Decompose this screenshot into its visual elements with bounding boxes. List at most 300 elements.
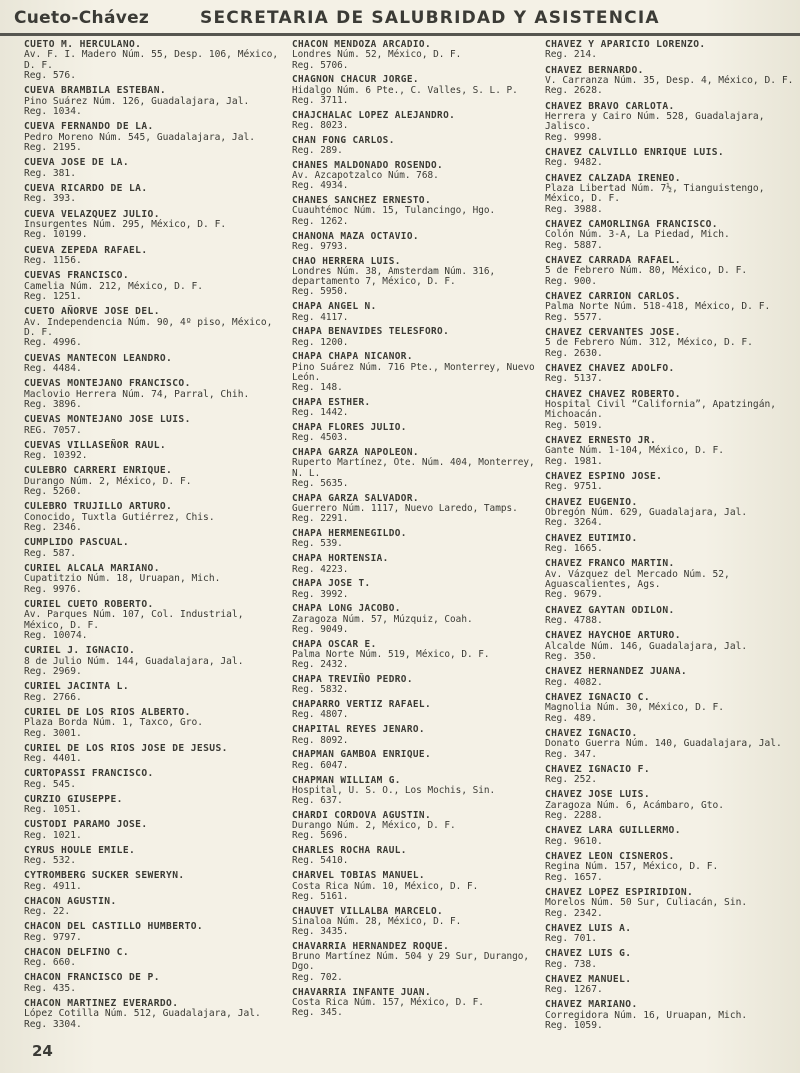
directory-entry (24, 973, 286, 994)
entry-registration: Reg. 22. (24, 906, 71, 918)
directory-entry (545, 888, 795, 919)
directory-entry (24, 795, 286, 816)
directory-entry (24, 379, 286, 410)
entry-name: CHAVEZ CERVANTES JOSE. (545, 327, 681, 338)
entry-name: CHAVEZ Y APARICIO LORENZO. (545, 39, 706, 50)
directory-entry (292, 423, 537, 444)
entry-registration: Reg. 2291. (292, 513, 349, 525)
entry-address: Zaragoza Núm. 57, Múzquiz, Coah. (292, 613, 473, 625)
entry-name: CHAVEZ CHAVEZ ADOLFO. (545, 363, 675, 374)
entry-address: Guerrero Núm. 1117, Nuevo Laredo, Tamps. (292, 503, 518, 515)
directory-entry (292, 196, 537, 227)
entry-name: CHAVEZ GAYTAN ODILON. (545, 604, 675, 616)
entry-registration: Reg. 587. (24, 547, 76, 559)
entry-name: CHAGNON CHACUR JORGE. (292, 74, 419, 86)
directory-entry (292, 988, 537, 1019)
directory-entry (545, 826, 795, 847)
entry-name: CHAVEZ LOPEZ ESPIRIDION. (545, 886, 694, 898)
entry-name: CHAPITAL REYES JENARO. (292, 724, 425, 736)
entry-name: CHACON DELFINO C. (24, 946, 129, 958)
entry-name: CUEVAS FRANCISCO. (24, 270, 129, 282)
entry-registration: Reg. 350. (545, 651, 597, 662)
entry-registration: Reg. 3896. (24, 399, 82, 410)
entry-address: Conocido, Tuxtla Gutiérrez, Chis. (24, 511, 215, 523)
directory-entry (292, 776, 537, 807)
entry-address: Plaza Borda Núm. 1, Taxco, Gro. (24, 717, 204, 729)
directory-entry (24, 600, 286, 642)
entry-registration: Reg. 347. (545, 748, 597, 760)
entry-registration: Reg. 2346. (24, 522, 82, 534)
entry-address: 5 de Febrero Núm. 312, México, D. F. (545, 337, 753, 349)
directory-entry (292, 529, 537, 550)
entry-registration: Reg. 1021. (24, 829, 82, 841)
entry-registration: Reg. 2432. (292, 659, 349, 671)
directory-entry (292, 640, 537, 671)
entry-name: CHAVEZ CARRADA RAFAEL. (545, 255, 681, 266)
entry-name: CUEVA VELAZQUEZ JULIO. (24, 208, 160, 220)
directory-entry (545, 606, 795, 627)
directory-entry (24, 40, 286, 82)
entry-address: Palma Norte Núm. 519, México, D. F. (292, 649, 490, 661)
directory-entry (545, 148, 795, 169)
entry-name: CURIEL CUETO ROBERTO. (24, 598, 154, 610)
directory-entry (545, 390, 795, 432)
entry-name: CUEVAS MONTEJANO JOSE LUIS. (24, 414, 191, 426)
entry-registration: Reg. 8092. (292, 734, 349, 746)
entry-registration: Reg. 4934. (292, 180, 349, 192)
entry-name: CURTOPASSI FRANCISCO. (24, 768, 154, 780)
directory-entry (24, 744, 286, 765)
entry-address: Hospital Civil “California”, Apatzingán, Michoacán. (545, 399, 777, 421)
entry-address: Cupatitzio Núm. 18, Uruapan, Mich. (24, 573, 221, 585)
entry-name: CHAPA FLORES JULIO. (292, 422, 407, 434)
entry-registration: Reg. 738. (545, 958, 597, 970)
entry-name: CUEVA FERNANDO DE LA. (24, 121, 154, 133)
directory-entry (545, 174, 795, 216)
entry-registration: Reg. 539. (292, 538, 343, 550)
entry-registration: Reg. 3304. (24, 1018, 82, 1030)
entry-registration: Reg. 2288. (545, 810, 603, 822)
entry-name: CHACON AGUSTIN. (24, 895, 117, 907)
entry-name: CHAPA GARZA SALVADOR. (292, 492, 419, 504)
entry-name: CHAPA BENAVIDES TELESFORO. (292, 326, 450, 338)
entry-name: CULEBRO TRUJILLO ARTURO. (24, 501, 173, 513)
entry-registration: Reg. 4082. (545, 676, 603, 688)
entry-address: Av. Parques Núm. 107, Col. Industrial, México, D. F. (24, 609, 244, 631)
entry-name: CHAPMAN GAMBOA ENRIQUE. (292, 749, 432, 761)
entry-address: Pino Suárez Núm. 126, Guadalajara, Jal. (24, 95, 250, 107)
entry-address: Cuauhtémoc Núm. 15, Tulancingo, Hgo. (292, 205, 496, 217)
entry-registration: Reg. 3264. (545, 517, 603, 529)
directory-entry (292, 75, 537, 106)
directory-entry (24, 820, 286, 841)
entry-registration: Reg. 1442. (292, 407, 349, 419)
entry-name: CHAJCHALAC LOPEZ ALEJANDRO. (292, 109, 456, 121)
entry-registration: Reg. 6047. (292, 759, 349, 771)
entry-name: CHAVEZ BRAVO CARLOTA. (545, 100, 675, 112)
directory-entry (545, 765, 795, 786)
entry-address: Pino Suárez Núm. 716 Pte., Monterrey, Nuevo León. (292, 361, 535, 383)
entry-name: CHAVEZ FRANCO MARTIN. (545, 558, 675, 570)
directory-entry (545, 852, 795, 883)
entry-registration: Reg. 3001. (24, 727, 82, 739)
entry-name: CHAVEZ CAMORLINGA FRANCISCO. (545, 219, 718, 230)
directory-entry (292, 161, 537, 192)
entry-name: CHACON MARTINEZ EVERARDO. (24, 997, 179, 1009)
entry-registration: Reg. 9679. (545, 589, 603, 601)
directory-entry (545, 256, 795, 287)
entry-registration: Reg. 701. (545, 933, 597, 945)
entry-registration: Reg. 1981. (545, 455, 603, 467)
entry-name: CHAVEZ IGNACIO. (545, 727, 638, 739)
directory-entry (24, 538, 286, 559)
directory-column-3 (545, 40, 795, 1036)
directory-entry (24, 871, 286, 892)
entry-registration: Reg. 532. (24, 855, 76, 867)
directory-entry (292, 942, 537, 983)
directory-entry (292, 398, 537, 419)
directory-entry (545, 220, 795, 251)
entry-name: CHAVEZ EUGENIO. (545, 496, 638, 508)
entry-address: Av. Vázquez del Mercado Núm. 52, Aguascalientes, Ags. (545, 568, 730, 590)
entry-registration: Reg. 5832. (292, 684, 349, 696)
directory-entry (24, 441, 286, 462)
entry-registration: Reg. 489. (545, 712, 597, 724)
entry-address: Regina Núm. 157, México, D. F. (545, 861, 719, 873)
page-header (0, 6, 800, 32)
entry-name: CHAVEZ CALVILLO ENRIQUE LUIS. (545, 147, 725, 158)
directory-entry (545, 924, 795, 945)
entry-registration: Reg. 1665. (545, 543, 603, 554)
entry-registration: Reg. 5950. (292, 286, 349, 298)
directory-entry (24, 246, 286, 267)
directory-entry (24, 122, 286, 153)
entry-address: Hospital, U. S. O., Los Mochis, Sin. (292, 784, 496, 796)
entry-registration: Reg. 381. (24, 167, 76, 179)
entry-registration: Reg. 5706. (292, 59, 349, 71)
entry-registration: Reg. 4788. (545, 615, 603, 626)
entry-name: CHACON MENDOZA ARCADIO. (292, 39, 432, 50)
directory-entry (545, 729, 795, 760)
directory-entry (292, 448, 537, 489)
running-head-range: Cueto-Chávez (14, 8, 150, 28)
entry-address: Bruno Martínez Núm. 504 y 29 Sur, Durango, Dgo. (292, 951, 530, 973)
directory-entry (545, 693, 795, 724)
entry-registration: Reg. 1267. (545, 984, 603, 996)
entry-registration: Reg. 5887. (545, 239, 603, 251)
entry-registration: Reg. 9751. (545, 481, 603, 493)
entry-registration: Reg. 9610. (545, 835, 603, 847)
entry-name: CURIEL JACINTA L. (24, 681, 129, 693)
entry-registration: Reg. 4223. (292, 563, 349, 575)
entry-name: CHARDI CORDOVA AGUSTIN. (292, 809, 432, 821)
entry-name: CURZIO GIUSEPPE. (24, 793, 123, 805)
entry-registration: Reg. 345. (292, 1007, 343, 1019)
entry-name: CHAVEZ EUTIMIO. (545, 532, 638, 544)
entry-address: Londres Núm. 38, Amsterdam Núm. 316, departamento 7, México, D. F. (292, 265, 496, 288)
entry-name: CHAPA CHAPA NICANOR. (292, 351, 413, 363)
entry-name: CUSTODI PARAMO JOSE. (24, 819, 148, 831)
entry-address: Plaza Libertad Núm. 7½, Tianguistengo, México, D. F. (545, 183, 765, 205)
directory-entry (292, 111, 537, 132)
directory-entry (24, 846, 286, 867)
directory-entry (24, 466, 286, 497)
entry-registration: Reg. 252. (545, 774, 597, 786)
entry-registration: Reg. 4401. (24, 753, 82, 765)
entry-registration: Reg. 5410. (292, 855, 349, 867)
entry-registration: REG. 7057. (24, 424, 82, 436)
entry-registration: Reg. 9482. (545, 157, 603, 169)
entry-name: CHAO HERRERA LUIS. (292, 255, 401, 267)
entry-name: CHAVEZ MARIANO. (545, 999, 638, 1011)
entry-address: 8 de Julio Núm. 144, Guadalajara, Jal. (24, 655, 244, 667)
directory-entry (545, 66, 795, 97)
directory-column-2 (292, 40, 537, 1023)
entry-registration: Reg. 1657. (545, 871, 603, 883)
entry-name: CHAVEZ JOSE LUIS. (545, 789, 650, 801)
directory-entry (545, 364, 795, 385)
entry-registration: Reg. 2342. (545, 907, 603, 919)
entry-address: Av. Independencia Núm. 90, 4º piso, México, D. F. (24, 316, 273, 338)
entry-registration: Reg. 1262. (292, 215, 349, 227)
entry-registration: Reg. 5161. (292, 890, 349, 902)
directory-entry (545, 559, 795, 601)
entry-registration: Reg. 10074. (24, 630, 88, 642)
entry-registration: Reg. 1156. (24, 255, 82, 266)
entry-name: CHAVEZ MANUEL. (545, 973, 632, 985)
entry-registration: Reg. 289. (292, 145, 343, 157)
directory-entry (545, 631, 795, 662)
entry-registration: Reg. 1051. (24, 804, 82, 816)
entry-address: Donato Guerra Núm. 140, Guadalajara, Jal. (545, 738, 782, 750)
entry-registration: Reg. 1251. (24, 291, 82, 302)
entry-address: Pedro Moreno Núm. 545, Guadalajara, Jal. (24, 131, 256, 143)
entry-name: CUEVA ZEPEDA RAFAEL. (24, 244, 148, 256)
entry-address: Av. F. I. Madero Núm. 55, Desp. 106, México, D. F. (24, 49, 279, 71)
directory-entry (292, 554, 537, 575)
entry-registration: Reg. 3992. (292, 588, 349, 600)
entry-name: CHAVEZ HAYCHOE ARTURO. (545, 630, 681, 642)
entry-registration: Reg. 9976. (24, 583, 82, 595)
entry-name: CUETO M. HERCULANO. (24, 39, 142, 50)
entry-registration: Reg. 4503. (292, 432, 349, 444)
entry-address: Camelia Núm. 212, México, D. F. (24, 280, 204, 292)
directory-entry (292, 232, 537, 253)
entry-registration: Reg. 5696. (292, 830, 349, 842)
directory-entry (292, 494, 537, 525)
entry-name: CHARLES ROCHA RAUL. (292, 845, 407, 857)
entry-name: CHAVEZ ESPINO JOSE. (545, 471, 663, 482)
entry-address: Maclovio Herrera Núm. 74, Parral, Chih. (24, 388, 250, 400)
entry-registration: Reg. 5635. (292, 477, 349, 489)
directory-entry (24, 86, 286, 117)
entry-name: CHAVEZ LEON CISNEROS. (545, 850, 675, 862)
entry-registration: Reg. 637. (292, 795, 343, 806)
entry-name: CHANONA MAZA OCTAVIO. (292, 230, 419, 242)
entry-registration: Reg. 393. (24, 193, 76, 205)
directory-entry (292, 725, 537, 746)
entry-registration: Reg. 4807. (292, 709, 349, 721)
entry-registration: Reg. 10392. (24, 450, 88, 462)
entry-name: CHAVEZ LUIS A. (545, 922, 632, 934)
entry-name: CURIEL DE LOS RIOS ALBERTO. (24, 706, 191, 718)
entry-name: CHAPA LONG JACOBO. (292, 603, 401, 615)
directory-entry (24, 708, 286, 739)
entry-name: CHAPA JOSE T. (292, 578, 371, 590)
entry-name: CHAVEZ LUIS G. (545, 948, 632, 960)
entry-registration: Reg. 3435. (292, 926, 349, 938)
entry-registration: Reg. 2969. (24, 666, 82, 678)
entry-registration: Reg. 9998. (545, 131, 603, 143)
entry-address: Gante Núm. 1-104, México, D. F. (545, 445, 725, 457)
entry-registration: Reg. 148. (292, 382, 343, 394)
directory-entry (292, 675, 537, 696)
entry-name: CHACON FRANCISCO DE P. (24, 972, 160, 984)
entry-name: CUETO AÑORVE JOSE DEL. (24, 306, 160, 318)
entry-address: Insurgentes Núm. 295, México, D. F. (24, 219, 227, 230)
directory-entry (545, 534, 795, 555)
entry-name: CHAVEZ CARRION CARLOS. (545, 291, 681, 302)
directory-entry (292, 579, 537, 600)
directory-entry (24, 271, 286, 302)
entry-name: CHAVEZ LARA GUILLERMO. (545, 825, 681, 837)
entry-name: CHAUVET VILLALBA MARCELO. (292, 905, 444, 917)
entry-name: CHAPMAN WILLIAM G. (292, 774, 401, 786)
entry-address: V. Carranza Núm. 35, Desp. 4, México, D. F. (545, 75, 794, 86)
entry-registration: Reg. 4911. (24, 880, 82, 892)
entry-name: CURIEL ALCALA MARIANO. (24, 562, 160, 574)
directory-entry (545, 40, 795, 61)
entry-name: CHAVEZ CHAVEZ ROBERTO. (545, 388, 681, 400)
entry-registration: Reg. 2628. (545, 85, 603, 97)
entry-name: CHAN FONG CARLOS. (292, 134, 395, 146)
directory-entry (24, 307, 286, 349)
directory-entry (24, 184, 286, 205)
entry-name: CULEBRO CARRERI ENRIQUE. (24, 465, 173, 477)
directory-entry (292, 846, 537, 867)
entry-registration: Reg. 9049. (292, 623, 349, 635)
entry-name: CHAVEZ IGNACIO F. (545, 763, 650, 775)
entry-name: CHAPA ESTHER. (292, 397, 371, 409)
entry-address: Costa Rica Núm. 157, México, D. F. (292, 996, 484, 1008)
entry-registration: Reg. 1059. (545, 1020, 603, 1032)
entry-registration: Reg. 3711. (292, 94, 349, 106)
entry-address: Durango Núm. 2, México, D. F. (24, 475, 192, 487)
entry-registration: Reg. 2195. (24, 142, 82, 154)
entry-address: Corregidora Núm. 16, Uruapan, Mich. (545, 1009, 748, 1021)
entry-registration: Reg. 5137. (545, 373, 603, 385)
header-rule (0, 33, 800, 36)
entry-registration: Reg. 576. (24, 70, 76, 82)
entry-name: CUMPLIDO PASCUAL. (24, 537, 129, 549)
entry-registration: Reg. 1034. (24, 106, 82, 118)
entry-name: CHARVEL TOBIAS MANUEL. (292, 870, 425, 882)
directory-entry (545, 292, 795, 323)
entry-address: Hidalgo Núm. 6 Pte., C. Valles, S. L. P. (292, 84, 518, 96)
directory-entry (545, 472, 795, 493)
entry-address: Av. Azcapotzalco Núm. 768. (292, 170, 439, 182)
directory-entry (545, 328, 795, 359)
entry-address: Sinaloa Núm. 28, México, D. F. (292, 915, 462, 927)
entry-address: Morelos Núm. 50 Sur, Culiacán, Sin. (545, 897, 748, 909)
directory-entry (292, 604, 537, 635)
entry-address: Alcalde Núm. 146, Guadalajara, Jal. (545, 640, 748, 652)
entry-name: CHAPA HERMENEGILDO. (292, 528, 407, 540)
directory-entry (24, 415, 286, 436)
entry-address: Zaragoza Núm. 6, Acámbaro, Gto. (545, 799, 725, 811)
directory-entry (545, 1000, 795, 1031)
entry-name: CHANES MALDONADO ROSENDO. (292, 159, 444, 171)
entry-name: CYTROMBERG SUCKER SEWERYN. (24, 870, 185, 882)
entry-name: CHAPA ANGEL N. (292, 301, 377, 313)
directory-entry (292, 40, 537, 71)
directory-entry (24, 897, 286, 918)
entry-address: Palma Norte Núm. 518-418, México, D. F. (545, 301, 771, 313)
entry-address: Obregón Núm. 629, Guadalajara, Jal. (545, 507, 748, 518)
entry-name: CUEVA BRAMBILA ESTEBAN. (24, 85, 167, 97)
entry-name: CHANES SANCHEZ ERNESTO. (292, 195, 432, 207)
entry-address: 5 de Febrero Núm. 80, México, D. F. (545, 265, 748, 277)
entry-name: CHAVEZ ERNESTO JR. (545, 435, 657, 446)
entry-registration: Reg. 660. (24, 957, 76, 969)
directory-entry (545, 436, 795, 467)
directory-entry (24, 646, 286, 677)
entry-address: López Cotilla Núm. 512, Guadalajara, Jal. (24, 1008, 261, 1020)
entry-registration: Reg. 8023. (292, 119, 349, 131)
entry-registration: Reg. 5019. (545, 419, 603, 431)
entry-registration: Reg. 10199. (24, 229, 88, 241)
directory-entry (292, 811, 537, 842)
entry-registration: Reg. 214. (545, 49, 597, 61)
entry-registration: Reg. 2766. (24, 691, 82, 703)
entry-name: CURIEL DE LOS RIOS JOSE DE JESUS. (24, 742, 228, 754)
entry-registration: Reg. 2630. (545, 347, 603, 359)
directory-entry (292, 352, 537, 393)
directory-entry (24, 999, 286, 1030)
directory-entry (24, 158, 286, 179)
entry-name: CHACON DEL CASTILLO HUMBERTO. (24, 921, 204, 933)
entry-name: CUEVAS VILLASEÑOR RAUL. (24, 439, 167, 451)
directory-entry (292, 700, 537, 721)
entry-name: CHAPA GARZA NAPOLEON. (292, 447, 419, 459)
entry-address: Costa Rica Núm. 10, México, D. F. (292, 880, 479, 892)
entry-name: CUEVAS MANTECON LEANDRO. (24, 352, 173, 364)
entry-address: Herrera y Cairo Núm. 528, Guadalajara, Jalisco. (545, 111, 765, 133)
directory-entry (24, 948, 286, 969)
directory-entry (292, 750, 537, 771)
entry-name: CUEVA JOSE DE LA. (24, 157, 129, 169)
directory-entry (24, 564, 286, 595)
directory-entry (545, 975, 795, 996)
entry-registration: Reg. 4484. (24, 363, 82, 374)
directory-entry (24, 354, 286, 375)
entry-registration: Reg. 5260. (24, 486, 82, 498)
entry-name: CHAPARRO VERTIZ RAFAEL. (292, 699, 432, 711)
entry-address: Ruperto Martínez, Ote. Núm. 404, Monterrey, N. L. (292, 457, 535, 479)
directory-entry (545, 498, 795, 529)
entry-name: CHAVARRIA HERNANDEZ ROQUE. (292, 940, 450, 952)
directory-entry (24, 502, 286, 533)
page-number: 24 (32, 1042, 53, 1060)
entry-address: Durango Núm. 2, México, D. F. (292, 820, 456, 832)
directory-entry (545, 667, 795, 688)
entry-name: CURIEL J. IGNACIO. (24, 645, 136, 657)
directory-entry (545, 790, 795, 821)
directory-entry (292, 871, 537, 902)
directory-entry (545, 949, 795, 970)
directory-entry (24, 769, 286, 790)
entry-registration: Reg. 9793. (292, 240, 349, 252)
